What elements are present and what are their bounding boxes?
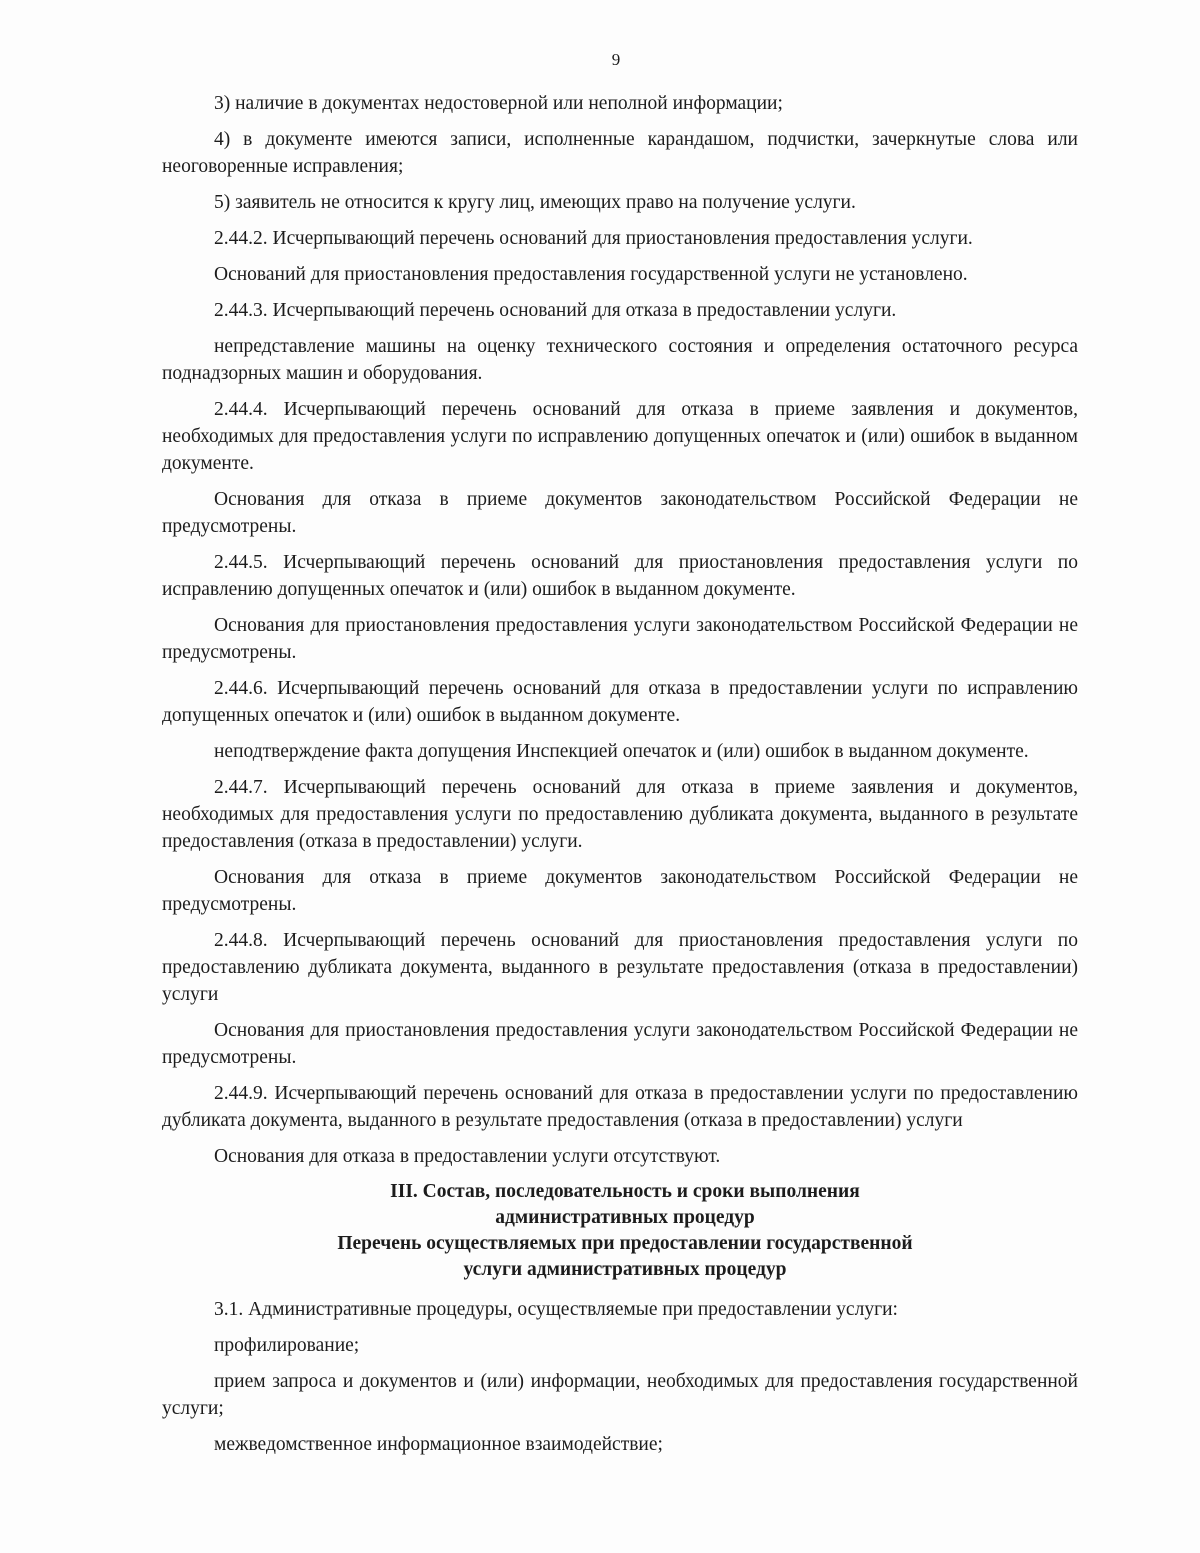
paragraph: Основания для отказа в приеме документов законодательством Российской Федерации не предусмотрены. xyxy=(162,489,1078,537)
paragraph: межведомственное информационное взаимодействие; xyxy=(214,1434,663,1455)
paragraph: Основания для отказа в приеме документов законодательством Российской Федерации не предусмотрены. xyxy=(162,867,1078,915)
page-number: 9 xyxy=(611,50,621,69)
paragraph: прием запроса и документов и (или) информации, необходимых для предоставления государственной услуги; xyxy=(162,1371,1078,1419)
paragraph: 3) наличие в документах недостоверной или неполной информации; xyxy=(214,93,783,114)
paragraph: 2.44.5. Исчерпывающий перечень оснований для приостановления предоставления услуги по исправлению допущенных опечаток и (или) ошибок в выданном документе. xyxy=(162,552,1078,600)
paragraph: 2.44.6. Исчерпывающий перечень оснований для отказа в предоставлении услуги по исправлению допущенных опечаток и (или) ошибок в выданном документе. xyxy=(162,678,1078,726)
section-heading-line: административных процедур xyxy=(495,1207,755,1228)
paragraph: 5) заявитель не относится к кругу лиц, имеющих право на получение услуги. xyxy=(214,192,856,213)
section-heading-line: услуги административных процедур xyxy=(463,1259,787,1280)
paragraph: 4) в документе имеются записи, исполненные карандашом, подчистки, зачеркнутые слова или неоговоренные исправления; xyxy=(162,129,1078,177)
paragraph: неподтверждение факта допущения Инспекцией опечаток и (или) ошибок в выданном документе. xyxy=(214,741,1029,762)
document-body xyxy=(162,90,1078,1467)
paragraph: 2.44.3. Исчерпывающий перечень оснований для отказа в предоставлении услуги. xyxy=(214,300,897,321)
paragraph: непредставление машины на оценку технического состояния и определения остаточного ресурса поднадзорных машин и оборудования. xyxy=(162,336,1078,384)
paragraph: 2.44.7. Исчерпывающий перечень оснований для отказа в приеме заявления и документов, необходимых для предоставления услуги по предоставлению дубликата документа, выданного в результате предоставления (отказа в предоставлении) услуги. xyxy=(162,777,1078,852)
paragraph: профилирование; xyxy=(214,1335,360,1356)
paragraph: Основания для приостановления предоставления услуги законодательством Российской Федерации не предусмотрены. xyxy=(162,615,1078,663)
paragraph: 2.44.4. Исчерпывающий перечень оснований для отказа в приеме заявления и документов, необходимых для предоставления услуги по исправлению допущенных опечаток и (или) ошибок в выданном документе. xyxy=(162,399,1078,474)
paragraph: Основания для отказа в предоставлении услуги отсутствуют. xyxy=(214,1146,721,1167)
section-heading-line: III. Состав, последовательность и сроки выполнения xyxy=(390,1181,860,1202)
paragraph: 2.44.9. Исчерпывающий перечень оснований для отказа в предоставлении услуги по предоставлению дубликата документа, выданного в результате предоставления (отказа в предоставлении) услуги xyxy=(162,1083,1078,1131)
paragraph: 2.44.8. Исчерпывающий перечень оснований для приостановления предоставления услуги по предоставлению дубликата документа, выданного в результате предоставления (отказа в предоставлении) услуги xyxy=(162,930,1078,1005)
paragraph: Основания для приостановления предоставления услуги законодательством Российской Федерации не предусмотрены. xyxy=(162,1020,1078,1068)
paragraph: Оснований для приостановления предоставления государственной услуги не установлено. xyxy=(214,264,968,285)
section-heading xyxy=(162,1179,1078,1283)
section-heading-line: Перечень осуществляемых при предоставлении государственной xyxy=(337,1233,913,1254)
paragraph: 2.44.2. Исчерпывающий перечень оснований для приостановления предоставления услуги. xyxy=(214,228,973,249)
paragraph: 3.1. Административные процедуры, осуществляемые при предоставлении услуги: xyxy=(214,1299,898,1320)
